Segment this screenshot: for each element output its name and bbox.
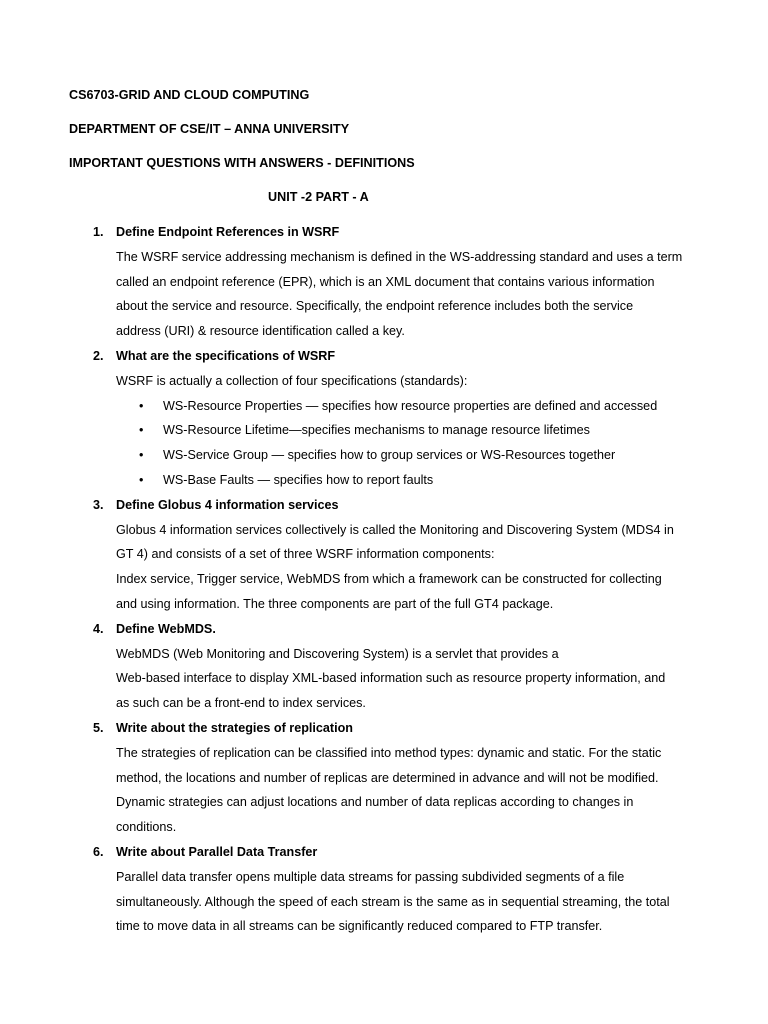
bullet-icon: • (139, 472, 144, 487)
unit-heading: UNIT -2 PART - A (268, 190, 369, 204)
question-heading (0, 621, 768, 646)
question-title: Write about Parallel Data Transfer (116, 844, 318, 859)
answer-line: about the service and resource. Specifically, the endpoint reference includes both the service (116, 299, 634, 314)
answer-line: Dynamic strategies can adjust locations and number of data replicas according to changes in (116, 795, 634, 810)
list-item (0, 472, 768, 497)
document-subtitle: IMPORTANT QUESTIONS WITH ANSWERS - DEFINITIONS (69, 156, 415, 170)
answer-line: Web-based interface to display XML-based information such as resource property information, and (116, 671, 666, 686)
question-title: Define WebMDS. (116, 621, 216, 636)
question-number: 4. (93, 621, 104, 636)
answer-line: WSRF is actually a collection of four specifications (standards): (116, 373, 468, 388)
answer-line: conditions. (116, 820, 177, 835)
question-item (0, 224, 768, 348)
answer-line: method, the locations and number of replicas are determined in advance and will not be modified. (116, 770, 659, 785)
answer-line: address (URI) & resource identification called a key. (116, 324, 405, 339)
question-title: What are the specifications of WSRF (116, 348, 336, 363)
bullet-icon: • (139, 398, 144, 413)
answer-line: as such can be a front-end to index services. (116, 696, 366, 711)
question-item (0, 844, 768, 943)
department-title: DEPARTMENT OF CSE/IT – ANNA UNIVERSITY (69, 122, 350, 136)
list-item-text: WS-Service Group — specifies how to group services or WS-Resources together (163, 448, 616, 463)
specification-list (0, 398, 768, 497)
question-heading (0, 348, 768, 373)
answer-line: time to move data in all streams can be significantly reduced compared to FTP transfer. (116, 919, 603, 934)
question-number: 2. (93, 348, 104, 363)
question-heading (0, 497, 768, 522)
question-number: 1. (93, 225, 104, 239)
question-item (0, 497, 768, 621)
question-title: Write about the strategies of replication (116, 720, 353, 735)
list-item (0, 447, 768, 472)
question-item (0, 348, 768, 497)
list-item-text: WS-Resource Lifetime—specifies mechanisms to manage resource lifetimes (163, 423, 590, 438)
list-item-text: WS-Base Faults — specifies how to report faults (163, 472, 434, 487)
bullet-icon: • (139, 423, 144, 438)
question-number: 6. (93, 844, 104, 859)
list-item (0, 422, 768, 447)
list-item (0, 398, 768, 423)
answer-line: and using information. The three components are part of the full GT4 package. (116, 596, 554, 611)
answer-line: The strategies of replication can be classified into method types: dynamic and static. For the static (116, 745, 662, 760)
bullet-icon: • (139, 448, 144, 463)
list-item-text: WS-Resource Properties — specifies how resource properties are defined and accessed (163, 398, 658, 413)
answer-line: WebMDS (Web Monitoring and Discovering System) is a servlet that provides a (116, 646, 559, 661)
answer-line: called an endpoint reference (EPR), which is an XML document that contains various information (116, 274, 655, 289)
answer-line: GT 4) and consists of a set of three WSRF information components: (116, 547, 495, 562)
answer-line: Index service, Trigger service, WebMDS from which a framework can be constructed for collecting (116, 572, 662, 587)
question-item (0, 621, 768, 720)
question-heading (0, 844, 768, 869)
question-number: 5. (93, 720, 104, 735)
question-title: Define Globus 4 information services (116, 497, 339, 512)
answer-line: Globus 4 information services collectively is called the Monitoring and Discovering System (MDS4 in (116, 522, 674, 537)
question-heading (0, 224, 768, 249)
course-title: CS6703-GRID AND CLOUD COMPUTING (69, 88, 310, 102)
question-list (0, 224, 768, 943)
question-title: Define Endpoint References in WSRF (116, 225, 340, 239)
answer-line: simultaneously. Although the speed of each stream is the same as in sequential streaming, the total (116, 894, 670, 909)
question-number: 3. (93, 497, 104, 512)
question-heading (0, 720, 768, 745)
question-item (0, 720, 768, 844)
answer-line: Parallel data transfer opens multiple data streams for passing subdivided segments of a file (116, 869, 625, 884)
answer-line: The WSRF service addressing mechanism is defined in the WS-addressing standard and uses a term (116, 249, 683, 264)
